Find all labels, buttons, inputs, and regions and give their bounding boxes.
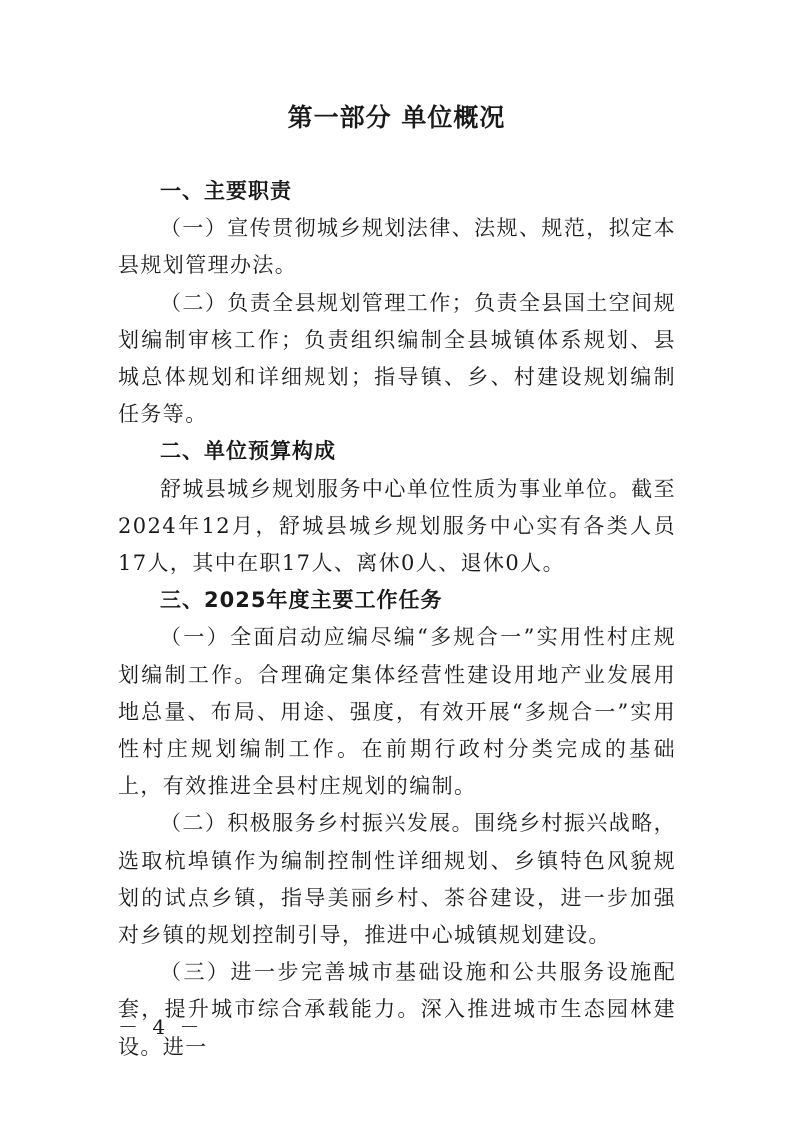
paragraph-budget: 舒城县城乡规划服务中心单位性质为事业单位。截至2024年12月，舒城县城乡规划服务中心实有各类人员17人，其中在职17人、离休0人、退休0人。 — [118, 476, 676, 576]
paragraph-duty-1: （一）宣传贯彻城乡规划法律、法规、规范，拟定本县规划管理办法。 — [118, 216, 676, 278]
paragraph-duty-2: （二）负责全县规划管理工作；负责全县国土空间规划编制审核工作；负责组织编制全县城镇体系规划、县城总体规划和详细规划；指导镇、乡、村建设规划编制任务等。 — [118, 290, 676, 427]
paragraph-task-3: （三）进一步完善城市基础设施和公共服务设施配套，提升城市综合承载能力。深入推进城市生态园林建设。进一 — [118, 960, 676, 1059]
page-title: 第一部分 单位概况 — [287, 103, 506, 132]
section-heading-duties: 一、主要职责 — [160, 179, 292, 203]
section-heading-budget: 二、单位预算构成 — [160, 439, 336, 464]
page-number: － 4 － — [118, 1015, 204, 1039]
document-body — [118, 173, 676, 1066]
paragraph-task-2: （二）积极服务乡村振兴发展。围绕乡村振兴战略，选取杭埠镇作为编制控制性详细规划、乡镇特色风貌规划的试点乡镇，指导美丽乡村、茶谷建设，进一步加强对乡镇的规划控制引导，推进中心城镇规划建设。 — [118, 811, 676, 948]
section-heading-tasks: 三、2025年度主要工作任务 — [160, 588, 443, 613]
paragraph-task-1: （一）全面启动应编尽编“多规合一”实用性村庄规划编制工作。合理确定集体经营性建设用地产业发展用地总量、布局、用途、强度，有效开展“多规合一”实用性村庄规划编制工作。在前期行政村分类完成的基础上，有效推进全县村庄规划的编制。 — [118, 625, 676, 799]
